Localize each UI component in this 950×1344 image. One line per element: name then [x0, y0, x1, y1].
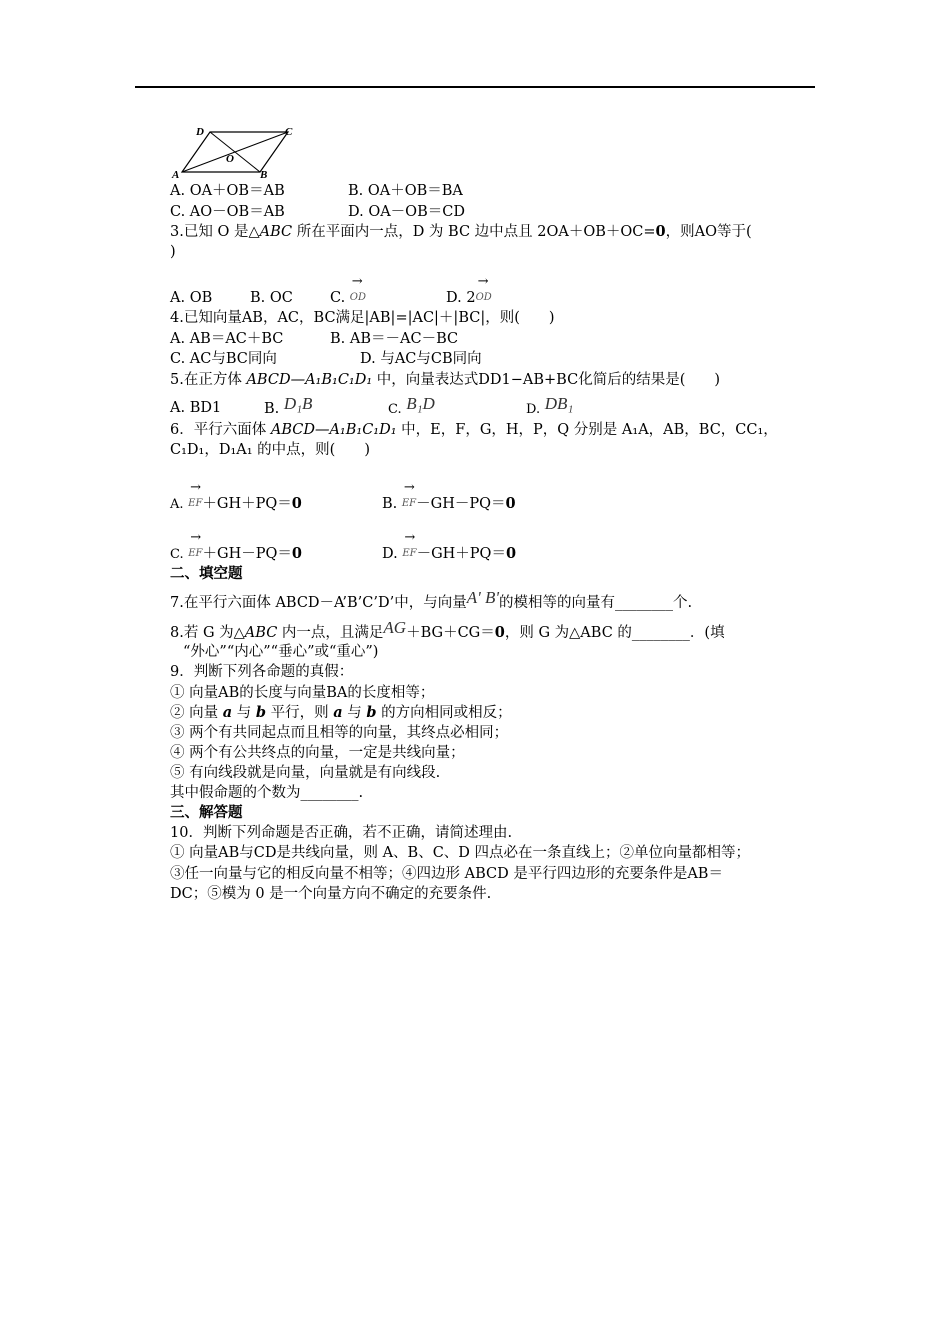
q6-row2 [170, 530, 517, 565]
q4-row2 [170, 349, 482, 369]
q10-stem: 10．判断下列命题是否正确，若不正确，请简述理由. [170, 825, 513, 841]
q2-row2 [170, 202, 465, 222]
q10-line3: DC；⑤模为 0 是一个向量方向不确定的充要条件. [170, 886, 492, 902]
q3-options [170, 274, 492, 308]
q2-option-d: D. OA－OB＝CD [348, 204, 465, 220]
vector-od-c: → OD [349, 274, 367, 303]
q10-line1: ① 向量AB与CD是共线向量，则 A、B、C、D 四点必在一条直线上；②单位向量都相等； [170, 845, 751, 861]
q6-option-d: D. → EF－GH＋PQ＝0 [382, 530, 517, 562]
q6-stem-line2: C₁D₁，D₁A₁ 的中点，则( ) [170, 442, 370, 458]
q3-stem: 3.已知 O 是△ABC 所在平面内一点，D 为 BC 边中点且 2OA＋OB＋OC=0，则AO等于( [170, 223, 752, 240]
q4-option-a: A. AB＝AC＋BC [170, 331, 284, 347]
q3-option-a: A. OB [170, 290, 213, 306]
q4-option-b: B. AB＝－AC－BC [330, 331, 459, 347]
q6-stem-line1: 6．平行六面体 ABCD—A₁B₁C₁D₁ 中，E，F，G，H，P，Q 分别是 A₁A，AB，BC，CC₁， [170, 422, 778, 438]
diagonal-bd [210, 132, 260, 172]
vector-ef-c: → EF [188, 530, 203, 559]
q9-stem: 9．判断下列各命题的真假： [170, 664, 354, 680]
q2-option-b: B. OA＋OB＝BA [348, 183, 463, 199]
q6-option-c: C. → EF＋GH－PQ＝0 [170, 530, 302, 562]
label-o: O [226, 153, 234, 165]
q5-options [170, 394, 574, 418]
q8-line1: 8.若 G 为△ABC 内一点，且满足AG＋BG＋CG＝0，则 G 为△ABC 的________．(填 [170, 618, 725, 641]
q9-item4: ④ 两个有公共终点的向量，一定是共线向量； [170, 745, 465, 761]
parallelogram-figure [170, 124, 300, 180]
q2-option-c: C. AO－OB＝AB [170, 204, 285, 220]
vector-ef-b: → EF [401, 480, 417, 509]
q5-option-d: D. DB₁ [526, 394, 574, 417]
q2-option-a: A. OA＋OB＝AB [170, 183, 285, 199]
q7: 7.在平行六面体 ABCD－A’B’C’D’中，与向量A' B'的模相等的向量有________个. [170, 588, 693, 611]
q5-option-b: B. D₁B [264, 394, 313, 417]
q9-tail: 其中假命题的个数为________. [170, 785, 364, 801]
vector-ef-d: → EF [402, 530, 417, 559]
q9-item5: ⑤ 有向线段就是向量，向量就是有向线段. [170, 765, 441, 781]
q6-row1 [170, 480, 516, 515]
q4-option-c: C. AC与BC同向 [170, 351, 277, 367]
vector-od-d: → OD [475, 274, 492, 303]
section-answer-heading: 三、解答题 [170, 804, 243, 821]
q9-item3: ③ 两个有共同起点而且相等的向量，其终点必相同； [170, 725, 509, 741]
q10-line2: ③任一向量与它的相反向量不相等；④四边形 ABCD 是平行四边形的充要条件是AB＝ [170, 866, 723, 882]
q4-stem: 4.已知向量AB，AC，BC满足|AB|=|AC|＋|BC|，则( ) [170, 310, 555, 326]
q3-option-d: D. 2 → OD [446, 274, 492, 306]
q9-item1: ① 向量AB的长度与向量BA的长度相等； [170, 685, 435, 701]
q4-row1 [170, 329, 459, 349]
section-fill-in-heading: 二、填空题 [170, 565, 243, 582]
label-a: A [172, 169, 180, 180]
q4-option-d: D. 与AC与CB同向 [360, 351, 482, 367]
q3-stem-close: ) [170, 244, 176, 260]
header-rule [135, 86, 815, 88]
label-c: C [285, 126, 293, 138]
label-d: D [196, 126, 204, 138]
q8-line2: “外心”“内心”“垂心”或“重心”) [183, 644, 379, 660]
q6-option-b: B. → EF－GH－PQ＝0 [382, 480, 516, 512]
q3-option-b: B. OC [250, 290, 293, 306]
q3-option-c: C. → OD [330, 274, 367, 306]
q6-option-a: A. → EF＋GH＋PQ＝0 [170, 480, 302, 512]
q5-stem: 5.在正方体 ABCD—A₁B₁C₁D₁ 中，向量表达式DD1−AB+BC化简后的结果是( ) [170, 372, 721, 388]
q5-option-a: A. BD1 [170, 400, 222, 416]
q2-row1 [170, 181, 463, 201]
vector-ef-a: → EF [188, 480, 203, 509]
q9-item2: ② 向量 a 与 b 平行，则 a 与 b 的方向相同或相反； [170, 704, 512, 721]
label-b: B [260, 169, 268, 180]
q5-option-c: C. B₁D [388, 394, 435, 417]
